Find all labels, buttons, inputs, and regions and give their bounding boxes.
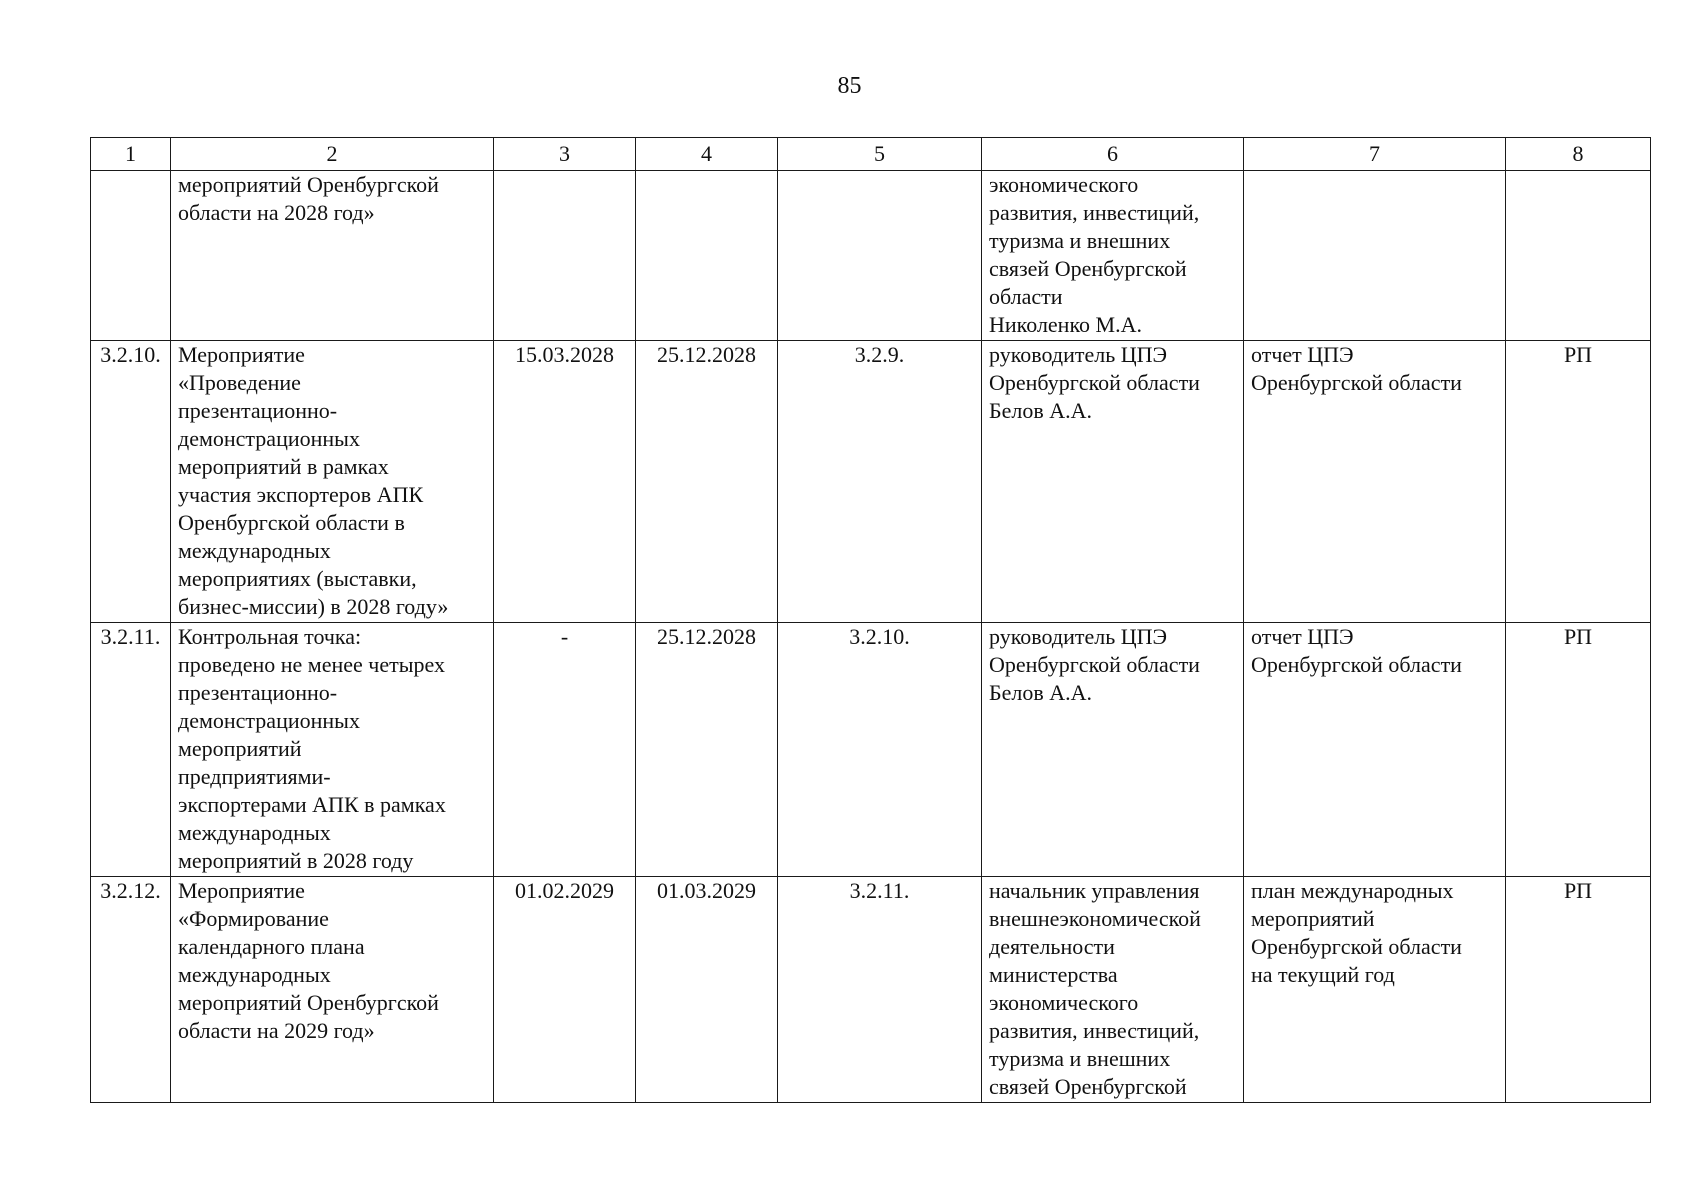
document-table xyxy=(90,137,1651,1103)
end-date: 01.03.2029 xyxy=(636,877,778,1103)
start-date: 15.03.2028 xyxy=(494,341,636,623)
header-col-2: 2 xyxy=(171,138,494,171)
result-document: отчет ЦПЭ Оренбургской области xyxy=(1244,623,1506,877)
end-date: 25.12.2028 xyxy=(636,623,778,877)
header-col-3: 3 xyxy=(494,138,636,171)
control-level: РП xyxy=(1506,341,1651,623)
start-date xyxy=(494,171,636,341)
responsible: руководитель ЦПЭ Оренбургской области Белов А.А. xyxy=(982,341,1244,623)
header-col-8: 8 xyxy=(1506,138,1651,171)
header-col-7: 7 xyxy=(1244,138,1506,171)
row-number: 3.2.12. xyxy=(91,877,171,1103)
control-level xyxy=(1506,171,1651,341)
end-date: 25.12.2028 xyxy=(636,341,778,623)
predecessor: 3.2.11. xyxy=(778,877,982,1103)
responsible: экономического развития, инвестиций, туризма и внешних связей Оренбургской области Николенко М.А. xyxy=(982,171,1244,341)
responsible: руководитель ЦПЭ Оренбургской области Белов А.А. xyxy=(982,623,1244,877)
result-document: план международных мероприятий Оренбургской области на текущий год xyxy=(1244,877,1506,1103)
header-col-1: 1 xyxy=(91,138,171,171)
event-name: Контрольная точка: проведено не менее четырех презентационно- демонстрационных мероприятий предприятиями- экспортерами АПК в рамках международных мероприятий в 2028 году xyxy=(171,623,494,877)
event-name: мероприятий Оренбургской области на 2028 год» xyxy=(171,171,494,341)
page-number: 85 xyxy=(837,73,862,99)
result-document: отчет ЦПЭ Оренбургской области xyxy=(1244,341,1506,623)
table-row xyxy=(91,623,1651,877)
end-date xyxy=(636,171,778,341)
header-row xyxy=(91,138,1651,171)
row-number: 3.2.10. xyxy=(91,341,171,623)
responsible: начальник управления внешнеэкономической деятельности министерства экономического развития, инвестиций, туризма и внешних связей Оренбургской xyxy=(982,877,1244,1103)
start-date: - xyxy=(494,623,636,877)
table-row xyxy=(91,341,1651,623)
table-row xyxy=(91,171,1651,341)
row-number: 3.2.11. xyxy=(91,623,171,877)
header-col-4: 4 xyxy=(636,138,778,171)
header-col-5: 5 xyxy=(778,138,982,171)
control-level: РП xyxy=(1506,623,1651,877)
predecessor: 3.2.9. xyxy=(778,341,982,623)
predecessor xyxy=(778,171,982,341)
event-name: Мероприятие «Формирование календарного плана международных мероприятий Оренбургской области на 2029 год» xyxy=(171,877,494,1103)
start-date: 01.02.2029 xyxy=(494,877,636,1103)
header-col-6: 6 xyxy=(982,138,1244,171)
table-row xyxy=(91,877,1651,1103)
control-level: РП xyxy=(1506,877,1651,1103)
predecessor: 3.2.10. xyxy=(778,623,982,877)
row-number xyxy=(91,171,171,341)
result-document xyxy=(1244,171,1506,341)
event-name: Мероприятие «Проведение презентационно- демонстрационных мероприятий в рамках участия экспортеров АПК Оренбургской области в международных мероприятиях (выставки, бизнес-миссии) в 2028 году» xyxy=(171,341,494,623)
